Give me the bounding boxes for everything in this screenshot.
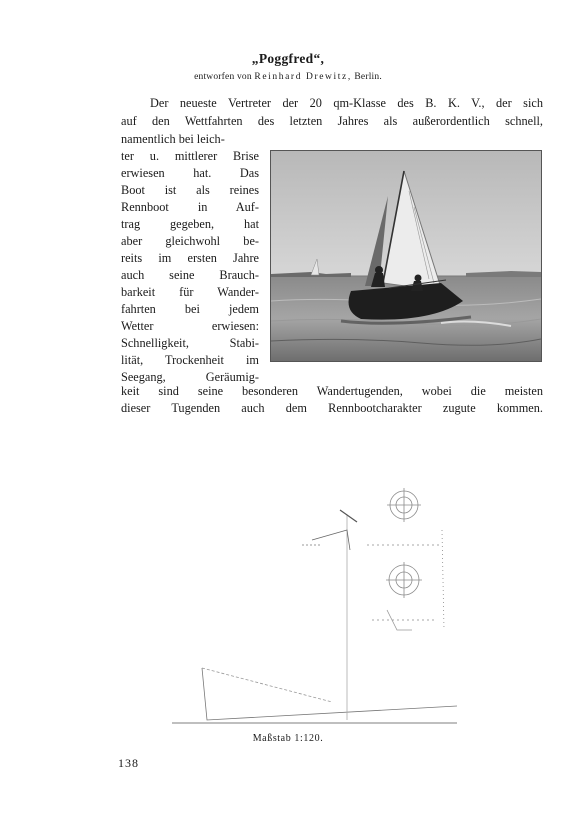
body-line: dieser Tugenden auch dem Rennbootcharakter zugute kommen. [121,401,543,415]
subtitle-author: Reinhard Drewitz, [254,72,352,82]
figure-caption: Maßstab 1:120. [252,733,324,744]
body-line: auf den Wettfahrten des letzten Jahres als außerordentlich schnell, [121,114,543,128]
subtitle-prefix: entworfen von [194,72,252,82]
article-title: „Poggfred“, [251,51,325,66]
body-line: trag gegeben, hat [121,217,259,231]
body-line: Boot ist als reines [121,183,259,197]
body-line: Der neueste Vertreter der 20 qm-Klasse des B. K. V., der sich [150,96,543,110]
body-line: namentlich bei leich- [121,132,225,146]
body-line: barkeit für Wander- [121,285,259,299]
body-line: auch seine Brauch- [121,268,259,282]
article-subtitle [0,72,576,82]
sail-plan-drawing [172,470,472,730]
body-line: Rennboot in Auf- [121,200,259,214]
body-line: keit sind seine besonderen Wandertugenden, wobei die meisten [121,384,543,398]
body-line: Schnelligkeit, Stabi- [121,336,259,350]
page-number: 138 [118,756,139,770]
body-line: ter u. mittlerer Brise [121,149,259,163]
body-line: Seegang, Geräumig- [121,370,259,384]
body-line: erwiesen hat. Das [121,166,259,180]
body-line: Wetter erwiesen: [121,319,259,333]
body-line: aber gleichwohl be- [121,234,259,248]
body-line: reits im ersten Jahre [121,251,259,265]
subtitle-place: Berlin. [354,72,382,82]
sailboat-photo [270,150,542,362]
body-line: fahrten bei jedem [121,302,259,316]
body-line: lität, Trockenheit im [121,353,259,367]
